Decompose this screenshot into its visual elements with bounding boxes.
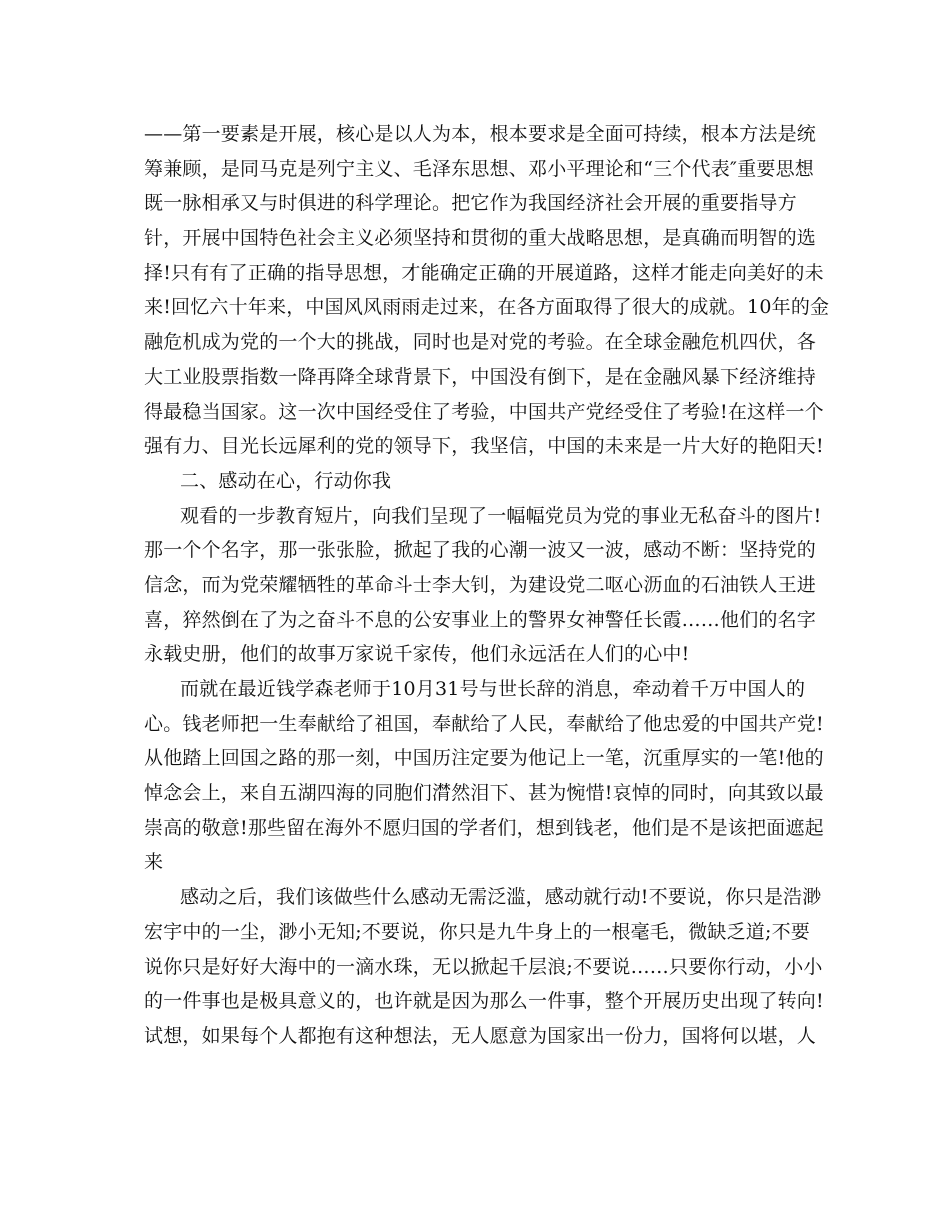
text-line: 崇高的敬意!那些留在海外不愿归国的学者们，想到钱老，他们是不是该把面遮起 bbox=[144, 816, 824, 839]
text-line: 择!只有有了正确的指导思想，才能确定正确的开展道路，这样才能走向美好的未 bbox=[144, 261, 824, 284]
text-line: 来 bbox=[144, 851, 164, 874]
text-line: 悼念会上，来自五湖四海的同胞们潸然泪下、甚为惋惜!哀悼的同时，向其致以最 bbox=[144, 782, 824, 805]
text-line: 针，开展中国特色社会主义必须坚持和贯彻的重大战略思想，是真确而明智的选 bbox=[144, 227, 817, 250]
text-line: ——第一要素是开展，核心是以人为本，根本要求是全面可持续，根本方法是统 bbox=[144, 123, 817, 145]
text-line: 说你只是好好大海中的一滴水珠，无以掀起千层浪;不要说……只要你行动，小小 bbox=[144, 955, 823, 978]
text-line: 大工业股票指数一降再降全球背景下，中国没有倒下，是在金融风暴下经济维持 bbox=[144, 365, 817, 388]
text-line: 融危机成为党的一个大的挑战，同时也是对党的考验。在全球金融危机四伏，各 bbox=[144, 331, 817, 354]
text-line: 筹兼顾，是同马克是列宁主义、毛泽东思想、邓小平理论和“三个代表″重要思想 bbox=[144, 157, 815, 180]
text-line: 既一脉相承又与时俱进的科学理论。把它作为我国经济社会开展的重要指导方 bbox=[144, 192, 797, 215]
text-line: 试想，如果每个人都抱有这种想法，无人愿意为国家出一份力，国将何以堪，人 bbox=[144, 1024, 817, 1047]
text-line: 感动之后，我们该做些什么感动无需泛滥，感动就行动!不要说，你只是浩渺 bbox=[180, 886, 822, 909]
text-line: 观看的一步教育短片，向我们呈现了一幅幅党员为党的事业无私奋斗的图片! bbox=[180, 504, 822, 527]
text-line: 来!回忆六十年来，中国风风雨雨走过来，在各方面取得了很大的成就。10年的金 bbox=[144, 296, 830, 319]
text-line: 喜，猝然倒在了为之奋斗不息的公安事业上的警界女神警任长霞……他们的名字 bbox=[144, 608, 817, 631]
text-line: 从他踏上回国之路的那一刻，中国历注定要为他记上一笔，沉重厚实的一笔!他的 bbox=[144, 747, 824, 770]
text-line: 那一个个名字，那一张张脸，掀起了我的心潮一波又一波，感动不断：坚持党的 bbox=[144, 539, 817, 562]
text-line: 得最稳当国家。这一次中国经受住了考验，中国共产党经受住了考验!在这样一个 bbox=[144, 400, 824, 423]
body-text bbox=[144, 117, 830, 1054]
text-line: 宏宇中的一尘，渺小无知;不要说，你只是九牛身上的一根毫毛，微缺乏道;不要 bbox=[144, 920, 811, 943]
text-line: 心。钱老师把一生奉献给了祖国，奉献给了人民，奉献给了他忠爱的中国共产党! bbox=[144, 712, 824, 735]
text-line: 永载史册，他们的故事万家说千家传，他们永远活在人们的心中! bbox=[144, 643, 690, 666]
text-line: 强有力、目光长远犀利的党的领导下，我坚信，中国的未来是一片大好的艳阳天! bbox=[144, 435, 824, 458]
text-line: 而就在最近钱学森老师于10月31号与世长辞的消息，牵动着千万中国人的 bbox=[180, 678, 806, 700]
text-line: 的一件事也是极具意义的，也许就是因为那么一件事，整个开展历史出现了转向! bbox=[144, 990, 824, 1013]
text-line: 信念，而为党荣耀牺牲的革命斗士李大钊，为建设党二呕心沥血的石油铁人王进 bbox=[144, 573, 817, 596]
text-line: 二、感动在心，行动你我 bbox=[180, 469, 392, 492]
